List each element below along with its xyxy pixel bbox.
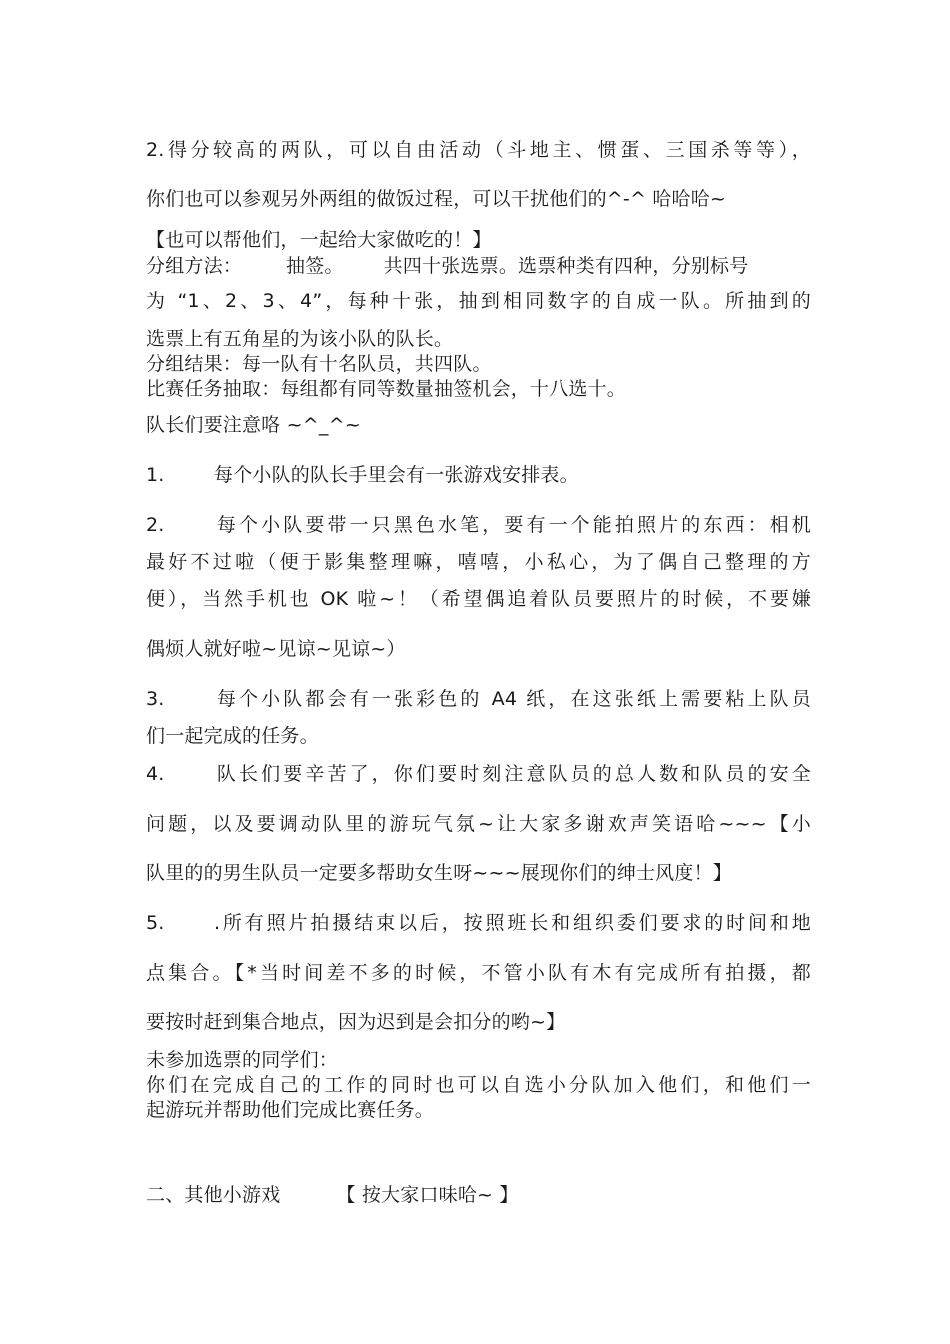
section-heading: [146, 1183, 811, 1207]
paragraph-line: 选票上有五角星的为该小队的队长。: [146, 328, 454, 350]
paragraph-line: 你们在完成自己的工作的同时也可以自选小分队加入他们，和他们一: [146, 1074, 811, 1096]
section-title: 二、其他小游戏: [146, 1184, 281, 1206]
list-item-number: 5.: [146, 912, 165, 934]
list-item-number: 1.: [146, 464, 165, 486]
list-item-text: 每个小队的队长手里会有一张游戏安排表。: [214, 464, 579, 486]
list-item-text: 每个小队要带一只黑色水笔，要有一个能拍照片的东西：相机: [214, 514, 811, 536]
grouping-method-value: 抽签。: [286, 255, 344, 277]
list-item-text: 队长们要辛苦了，你们要时刻注意队员的总人数和队员的安全: [214, 763, 811, 785]
paragraph-line: 比赛任务抽取：每组都有同等数量抽签机会，十八选十。: [146, 378, 627, 400]
list-item: [146, 513, 811, 537]
list-item-number: 2.: [146, 514, 165, 536]
list-item: [146, 762, 811, 786]
list-item-text: .所有照片拍摄结束以后，按照班长和组织委们要求的时间和地: [214, 912, 811, 934]
paragraph-line: 分组结果：每一队有十名队员，共四队。: [146, 353, 492, 375]
section-note: 【 按大家口味哈~ 】: [336, 1184, 519, 1206]
list-item-continuation: 问题，以及要调动队里的游玩气氛~让大家多谢欢声笑语哈~~~【小: [146, 813, 811, 835]
list-item-number: 3.: [146, 688, 165, 710]
list-item-text: 每个小队都会有一张彩色的 A4 纸，在这张纸上需要粘上队员: [214, 688, 811, 710]
paragraph-line: 队长们要注意咯 ~^_^~: [146, 414, 361, 436]
list-item-number: 4.: [146, 763, 165, 785]
list-item: [146, 687, 811, 711]
list-item-continuation: 最好不过啦（便于影集整理嘛，嘻嘻，小私心，为了偶自己整理的方: [146, 551, 811, 573]
list-item-continuation: 要按时赶到集合地点，因为迟到是会扣分的哟~】: [146, 1011, 566, 1033]
paragraph-line: 【也可以帮他们，一起给大家做吃的！】: [146, 229, 492, 251]
list-item-continuation: 队里的的男生队员一定要多帮助女生呀~~~展现你们的绅士风度！】: [146, 862, 732, 884]
grouping-method-label: 分组方法：: [146, 255, 243, 277]
list-item-continuation: 便），当然手机也 OK 啦~！（希望偶追着队员要照片的时候，不要嫌: [146, 588, 811, 610]
paragraph-line: 你们也可以参观另外两组的做饭过程，可以干扰他们的^-^ 哈哈哈~: [146, 188, 727, 210]
list-item-continuation: 偶烦人就好啦~见谅~见谅~）: [146, 638, 406, 660]
list-item: [146, 463, 811, 487]
grouping-method-detail: 共四十张选票。选票种类有四种，分别标号: [383, 255, 749, 277]
paragraph-line: 未参加选票的同学们：: [146, 1049, 339, 1071]
list-item: [146, 911, 811, 935]
grouping-method-line: [146, 254, 811, 278]
list-item-continuation: 们一起完成的任务。: [146, 725, 319, 747]
paragraph-line: 2.得分较高的两队，可以自由活动（斗地主、惯蛋、三国杀等等），: [146, 139, 811, 161]
list-item-continuation: 点集合。【*当时间差不多的时候，不管小队有木有完成所有拍摄，都: [146, 962, 811, 984]
paragraph-line: 为 “1、2、3、4”，每种十张，抽到相同数字的自成一队。所抽到的: [146, 290, 811, 312]
paragraph-line: 起游玩并帮助他们完成比赛任务。: [146, 1099, 435, 1121]
